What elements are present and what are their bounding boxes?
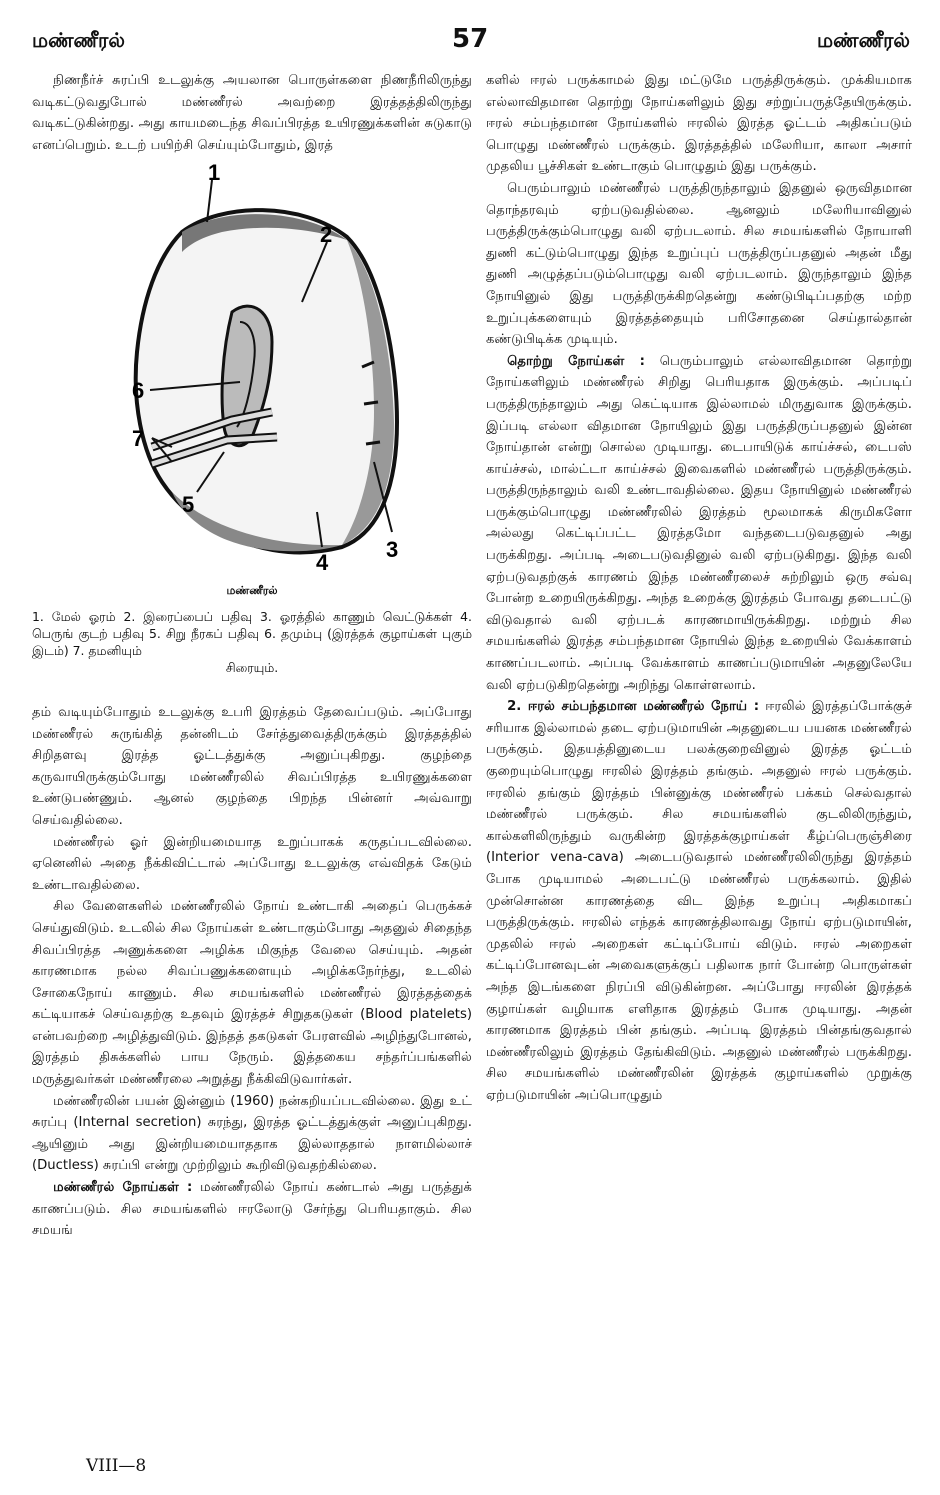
paragraph: தம் வடியும்போதும் உடலுக்கு உபரி இரத்தம் தேவைப்படும். அப்போது மண்ணீரல் சுருங்கித் தன்னிடம் சேர்த்துவைத்திருக்கும் இரத்தத்தில் சிறிதளவு இரத்த ஓட்டத்துக்கு அனுப்புகிறது. குழந்தை கருவாயிருக்கும்போது மண்ணீரலில் சிவப்பிரத்த உயிரணுக்களை உண்டுபண்ணும். ஆனல் குழந்தை பிறந்த பின்னர் அவ்வாறு செய்வதில்லை. — [32, 704, 472, 828]
figure-label: 7 — [132, 426, 145, 452]
figure-label: 5 — [182, 492, 195, 518]
left-column — [32, 70, 472, 1242]
figure-title: மண்ணீரல் — [226, 584, 278, 598]
section-heading: 2. ஈரல் சம்பந்தமான மண்ணீரல் நோய் : — [507, 699, 760, 715]
paragraph: நிணநீர்ச் சுரப்பி உடலுக்கு அயலான பொருள்களை நிணநீரிலிருந்து வடிகட்டுவதுபோல் மண்ணீரல் அவற்றை இரத்தத்திலிருந்து வடிகட்டுகின்றது. அது காயமடைந்த சிவப்பிரத்த உயிரணுக்களின் சுடுகாடு எனப்பெறும். உடற் பயிற்சி செய்யும்போதும், இரத் — [32, 73, 472, 153]
paragraph-text: ஈரலில் இரத்தப்போக்குச் சரியாக இல்லாமல் தடை ஏற்படுமாயின் அதனுடைய பயனக மண்ணீரல் பருக்கும். இதயத்தினுடைய பலக்குறைவினுல் இரத்த ஓட்டம் குறையும்பொழுது ஈரலில் இரத்தம் தங்கும். அதனுல் ஈரல் பருக்கும். ஈரலில் தங்கும் இரத்தம் பின்னுக்கு மண்ணீரல் பக்கம் செல்வதால் மண்ணீரல் பருக்கும். சில சமயங்களில் குடலிலிருந்தும், கால்களிலிருந்தும் வருகின்ற இரத்தக்குழாய்கள் கீழ்ப்பெருஞ்சிரை (Interior vena-cava) அடைபடுவதால் மண்ணீரலிலிருந்து இரத்தம் போக முடியாமல் அடைபட்டு மண்ணீரல் பருக்கலாம். இதில் முன்சொன்ன காரணத்தை விட இந்த உறுப்பு அதிகமாகப் பருத்திருக்கும். ஈரலில் எந்தக் காரணத்திலாவது நோய் ஏற்படுமாயின், முதலில் ஈரல் அறைகள் கட்டிப்போய் விடும். ஈரல் அறைகள் கட்டிப்போனவுடன் அவைகளுக்குப் பதிலாக நார் போன்ற பொருள்கள் அந்த இடங்களை நிரப்பி விடுகின்றன. அப்போது ஈரலின் இரத்தக் குழாய்கள் வழியாக எளிதாக இரத்தம் போக முடியாது. அதன் காரணமாக இரத்தம் பின் தங்கும். அப்படி இரத்தம் பின்தங்குவதால் மண்ணீரலிலும் இரத்தம் தேங்கிவிடும். அதனுல் மண்ணீரல் பருக்கிறது. சில சமயங்களில் மண்ணீரலின் இரத்தக் குழாய்களில் முறுக்கு ஏற்படுமாயின் அப்பொழுதும் — [486, 699, 912, 1103]
figure-label: 3 — [386, 537, 399, 563]
paragraph-text: மண்ணீரலில் நோய் கண்டால் அது பருத்துக் காணப்படும். சில சமயங்களில் ஈரலோடு சேர்ந்து பெரியதாகும். சில சமயங் — [32, 1180, 472, 1239]
paragraph: பெரும்பாலும் மண்ணீரல் பருத்திருந்தாலும் இதனுல் ஒருவிதமான தொந்தரவும் ஏற்படுவதில்லை. ஆனலும் மலேரியாவினுல் பருத்திருக்கும்பொழுது வலி ஏற்படலாம். சில சமயங்களில் நோயாளி துணி கட்டும்பொழுது இந்த உறுப்புப் பருத்திருப்பதனுல் அதன் மீது துணி அழுத்தப்படும்பொழுது வலி ஏற்படலாம். இருந்தாலும் இந்த நோயினுல் இது பருத்திருக்கிறதென்று கண்டுபிடிப்பதற்கு மற்ற உறுப்புக்களையும் இரத்தத்தையும் பரிசோதனை செய்தால்தான் கண்டுபிடிக்க முடியும். — [486, 180, 912, 348]
paragraph: மண்ணீரல் ஓர் இன்றியமையாத உறுப்பாகக் கருதப்படவில்லை. ஏனெனில் அதை நீக்கிவிட்டால் அப்போது உடலுக்கு எவ்விதக் கேடும் உண்டாவதில்லை. — [32, 834, 472, 893]
figure-label: 2 — [320, 222, 333, 248]
spleen-figure — [32, 162, 472, 572]
figure-label: 6 — [132, 378, 145, 404]
paragraph: சில வேளைகளில் மண்ணீரலில் நோய் உண்டாகி அதைப் பெருக்கச் செய்துவிடும். உடலில் சில நோய்கள் உண்டாகும்போது அதனுல் சிதைந்த சிவப்பிரத்த அணுக்களை அழிக்க மிகுந்த வேலை செய்யும். அதன் காரணமாக நல்ல சிவப்பணுக்களையும் அழிக்கநேர்ந்து, உடலில் சோகைநோய் காணும். சில சமயங்களில் மண்ணீரல் இரத்தத்தைக் கட்டியாகச் செய்வதற்கு உதவும் இரத்தச் சிறுதகடுகள் (Blood platelets) என்பவற்றை அழித்துவிடும். இந்தத் தகடுகள் பேரளவில் அழிந்துபோனல், இரத்தம் திசுக்களில் பாய நேரும். இத்தகைய சந்தர்ப்பங்களில் மருத்துவர்கள் மண்ணீரலை அறுத்து நீக்கிவிடுவார்கள். — [32, 899, 472, 1088]
paragraph — [32, 1177, 472, 1242]
paragraph — [486, 351, 912, 697]
figure-legend — [32, 608, 472, 676]
section-heading: மண்ணீரல் நோய்கள் : — [53, 1180, 193, 1196]
signature-mark: VIII—8 — [86, 1456, 147, 1476]
paragraph: மண்ணீரலின் பயன் இன்னும் (1960) நன்கறியப்படவில்லை. இது உட் சுரப்பு (Internal secretion) சுரந்து, இரத்த ஓட்டத்துக்குள் அனுப்புகிறது. ஆயினும் அது இன்றியமையாததாக இல்லாததால் நாளமில்லாச் (Ductless) சுரப்பி என்று முற்றிலும் கூறிவிடுவதற்கில்லை. — [32, 1093, 472, 1174]
section-heading: தொற்று நோய்கள் : — [507, 353, 645, 369]
figure-legend-text: 1. மேல் ஓரம் 2. இரைப்பைப் பதிவு 3. ஓரத்தில் காணும் வெட்டுக்கள் 4. பெருங் குடற் பதிவு 5. சிறு நீரகப் பதிவு 6. தமும்பு (இரத்தக் குழாய்கள் புகும் இடம்) 7. தமனியும் — [32, 608, 472, 658]
figure-legend-end: சிரையும். — [225, 659, 279, 675]
paragraph — [486, 696, 912, 1106]
running-header-left: மண்ணீரல் — [32, 28, 125, 52]
paragraph: களில் ஈரல் பருக்காமல் இது மட்டுமே பருத்திருக்கும். முக்கியமாக எல்லாவிதமான தொற்று நோய்களிலும் இது சற்றுப்பருத்தேயிருக்கும். ஈரல் சம்பந்தமான நோய்களில் ஈரலில் இரத்த ஓட்டம் அதிகப்படும் பொழுது மண்ணீரல் பருக்கும். இரத்தத்தில் மலேரியா, காலா அசார் முதலிய பூச்சிகள் உண்டாகும் பொழுதும் இது பருக்கும். — [486, 73, 912, 175]
running-header-right: மண்ணீரல் — [817, 28, 910, 52]
paragraph-text: பெரும்பாலும் எல்லாவிதமான தொற்று நோய்களிலும் மண்ணீரல் சிறிது பெரியதாக இருக்கும். அப்படிப் பருத்திருந்தாலும் அது கெட்டியாக இல்லாமல் மிருதுவாக இருக்கும். இப்படி எல்லா விதமான நோயிலும் இது பருத்திருப்பதனுல் இன்ன நோய்தான் என்று சொல்ல முடியாது. டைபாயிடுக் காய்ச்சல், டைபஸ் காய்ச்சல், மால்ட்டா காய்ச்சல் இவைகளில் மண்ணீரல் பருத்திருக்கும். பருத்திருந்தாலும் வலி உண்டாவதில்லை. இதய நோயினுல் மண்ணீரல் பருக்கும்பொழுது மண்ணீரலில் இரத்தம் மூலமாகக் கிருமிகளோ அல்லது கெட்டிப்பட்ட இரத்தமோ வந்தடைபடுவதனுல் அது பருக்கிறது. அப்படி அடைபடுவதினுல் வலி ஏற்படுகிறது. இந்த வலி ஏற்படுவதற்குக் காரணம் இந்த மண்ணீரலைச் சுற்றிலும் ஒரு சவ்வு போன்ற உறையிருக்கிறது. அந்த உறைக்கு இரத்தம் போவது தடைபட்டு விடுவதால் வலி ஏற்படக் காரணமாயிருக்கிறது. மற்றும் சில சமயங்களில் இரத்த சம்பந்தமான நோயில் இந்த உறையில் வேக்காளம் காணப்படலாம். அப்படி வேக்காளம் காணப்படுமாயின் அதனுலேயே வலி ஏற்படுகிறதென்று அறிந்து கொள்ளலாம். — [486, 353, 912, 693]
figure-label: 4 — [316, 550, 329, 573]
page-number: 57 — [452, 24, 489, 54]
spleen-illustration — [112, 162, 432, 572]
right-column — [486, 70, 912, 1107]
figure-label: 1 — [208, 162, 221, 186]
